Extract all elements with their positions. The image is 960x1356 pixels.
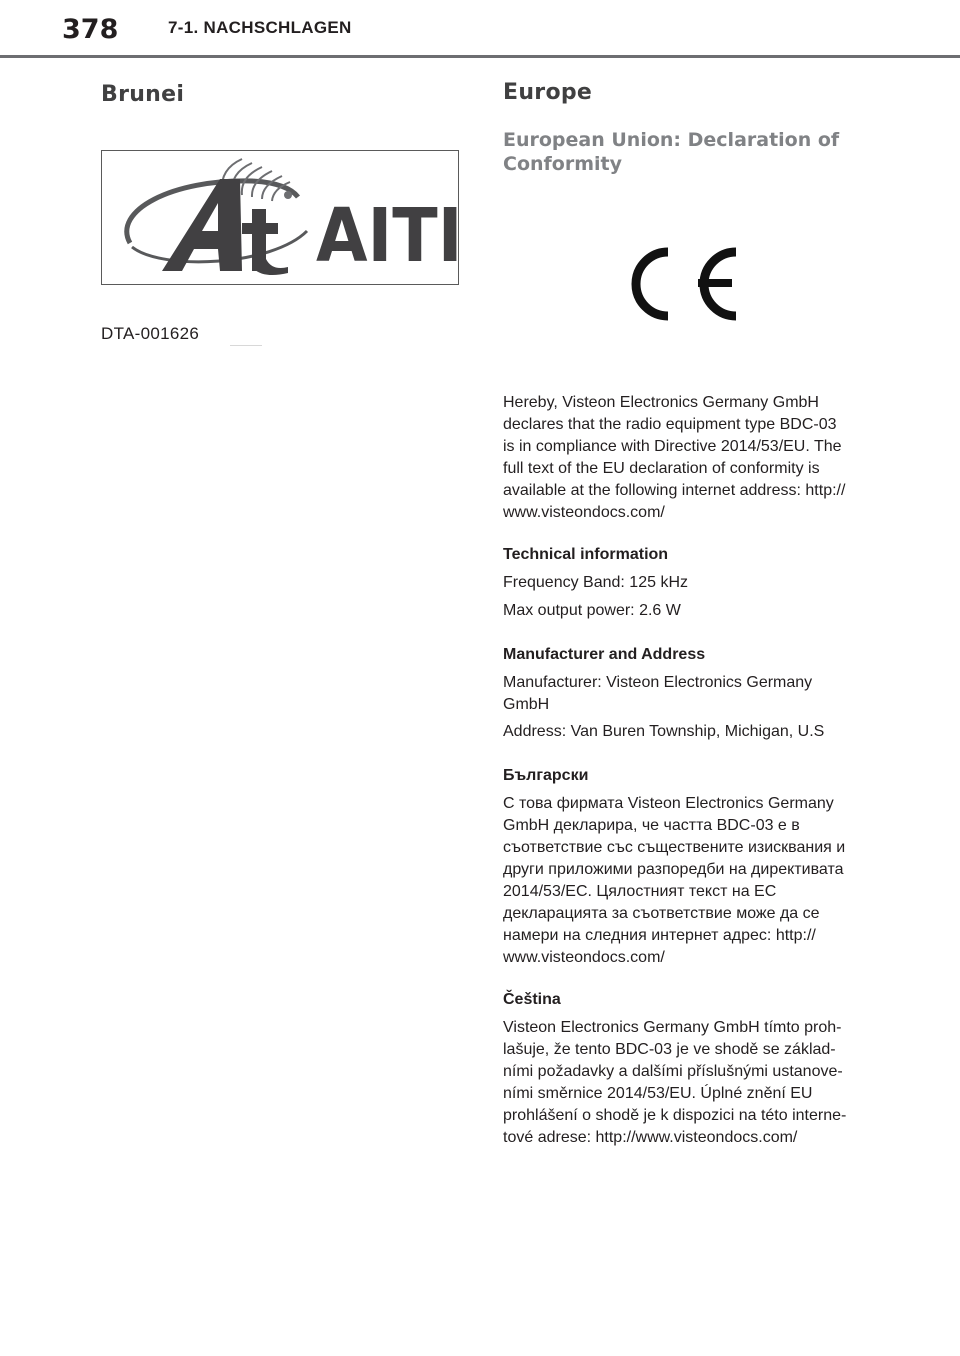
text-line: Manufacturer: Visteon Electronics Germany	[503, 674, 813, 691]
text-line: Hereby, Visteon Electronics Germany GmbH	[503, 394, 819, 411]
page-number: 378	[62, 14, 119, 45]
manufacturer-text	[503, 672, 863, 716]
aiti-logo-graphic	[102, 151, 458, 284]
text-line: is in compliance with Directive 2014/53/EU. The	[503, 438, 842, 455]
text-line: ními požadavky a dalšími příslušnými ustanove-	[503, 1063, 843, 1080]
text-line: declares that the radio equipment type BDC-03	[503, 416, 837, 433]
aiti-logo-text: AITI	[316, 193, 458, 279]
text-line: намери на следния интернет адрес: http://	[503, 927, 816, 944]
text-line: lašuje, že tento BDC-03 je ve shodě se základ-	[503, 1041, 836, 1058]
europe-heading: Europe	[503, 80, 593, 105]
ce-mark-icon	[590, 222, 766, 342]
header-divider	[0, 55, 960, 58]
text-line: Visteon Electronics Germany GmbH tímto proh-	[503, 1019, 842, 1036]
address-text: Address: Van Buren Township, Michigan, U.S	[503, 723, 825, 740]
text-line: други приложими разпоредби на директивата	[503, 861, 844, 878]
bulgarian-paragraph	[503, 793, 863, 969]
ce-mark	[590, 222, 766, 342]
brunei-section	[101, 82, 461, 107]
text-line: съответствие със съществените изисквания и	[503, 839, 846, 856]
text-line: ními směrnice 2014/53/EU. Úplné znění EU	[503, 1085, 813, 1102]
text-line: full text of the EU declaration of conformity is	[503, 460, 820, 477]
czech-heading: Čeština	[503, 991, 561, 1008]
aiti-logo	[101, 150, 459, 285]
technical-info-heading: Technical information	[503, 546, 669, 563]
text-line: GmbH	[503, 696, 550, 713]
text-line: tové adrese: http://www.visteondocs.com/	[503, 1129, 798, 1146]
text-line: www.visteondocs.com/	[503, 949, 665, 966]
declaration-paragraph	[503, 392, 863, 524]
text-line: prohlášení o shodě je k dispozici na této interne-	[503, 1107, 847, 1124]
eu-heading-line: European Union: Declaration of	[503, 129, 840, 151]
eu-declaration-heading	[503, 128, 863, 176]
max-power-text: Max output power: 2.6 W	[503, 602, 681, 619]
brunei-doc-code: DTA-001626	[101, 324, 200, 343]
czech-paragraph	[503, 1017, 863, 1149]
eu-heading-line: Conformity	[503, 153, 622, 175]
manufacturer-heading: Manufacturer and Address	[503, 646, 706, 663]
decorative-mark	[230, 345, 262, 346]
text-line: www.visteondocs.com/	[503, 504, 665, 521]
brunei-heading: Brunei	[101, 82, 185, 107]
text-line: С това фирмата Visteon Electronics Germany	[503, 795, 834, 812]
bulgarian-heading: Български	[503, 767, 589, 784]
europe-section	[503, 80, 863, 105]
page-header	[0, 0, 960, 58]
text-line: 2014/53/EC. Цялостният текст на EC	[503, 883, 777, 900]
text-line: GmbH декларира, че частта BDC-03 е в	[503, 817, 800, 834]
text-line: available at the following internet address: http://	[503, 482, 846, 499]
text-line: декларацията за съответствие може да се	[503, 905, 820, 922]
frequency-band-text: Frequency Band: 125 kHz	[503, 574, 688, 591]
section-title: 7-1. NACHSCHLAGEN	[168, 18, 352, 37]
